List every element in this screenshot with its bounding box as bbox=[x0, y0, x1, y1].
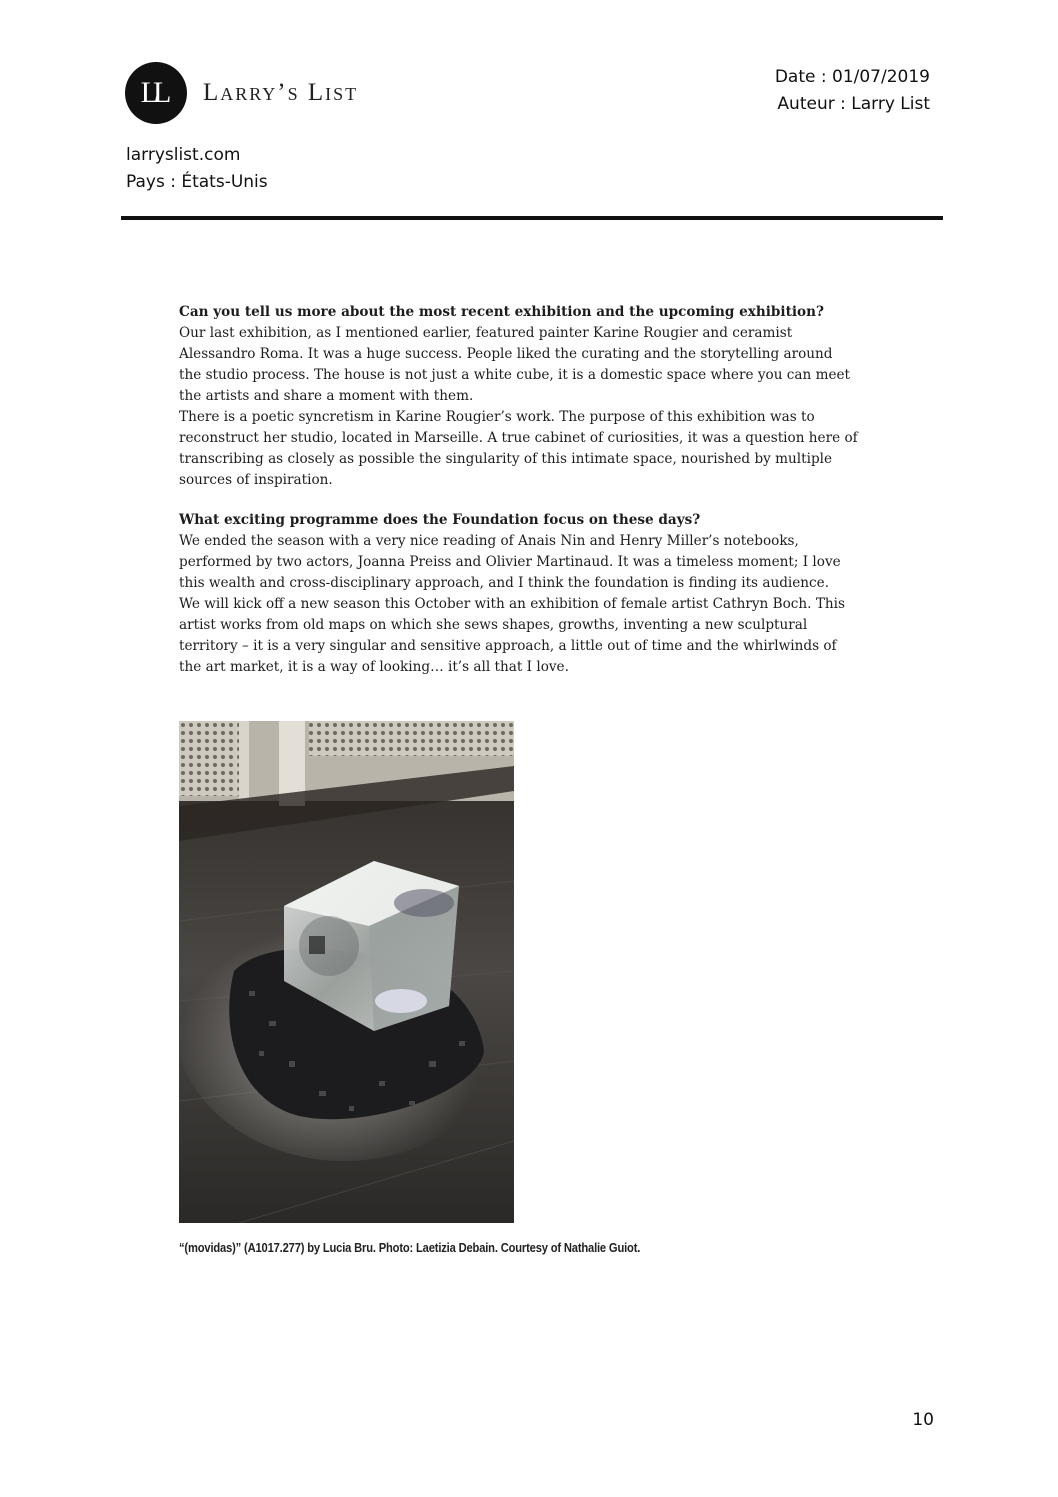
header-divider bbox=[121, 216, 943, 220]
article-body bbox=[179, 302, 859, 678]
photo-caption: “(movidas)” (A1017.277) by Lucia Bru. Photo: Laetizia Debain. Courtesy of Nathalie Guiot. bbox=[179, 1240, 641, 1255]
author-line: Auteur : Larry List bbox=[777, 94, 930, 114]
answer-2-paragraph-1: We ended the season with a very nice reading of Anais Nin and Henry Miller’s notebooks, performed by two actors, Joanna Preiss and Olivier Martinaud. It was a timeless moment; I love this wealth and cross-disciplinary approach, and I think the foundation is finding its audience. bbox=[179, 533, 841, 591]
document-meta-left bbox=[126, 142, 268, 196]
larrys-list-logo bbox=[125, 62, 358, 124]
artwork-photo bbox=[179, 721, 514, 1223]
answer-1-paragraph-2: There is a poetic syncretism in Karine Rougier’s work. The purpose of this exhibition was to reconstruct her studio, located in Marseille. A true cabinet of curiosities, it was a question here of transcribing as closely as possible the singularity of this intimate space, nourished by multiple sources of inspiration. bbox=[179, 409, 858, 488]
question-1: Can you tell us more about the most recent exhibition and the upcoming exhibition? bbox=[179, 304, 824, 320]
site-line: larryslist.com bbox=[126, 145, 241, 165]
date-line: Date : 01/07/2019 bbox=[774, 67, 930, 87]
logo-monogram: LL bbox=[125, 62, 187, 124]
answer-1-paragraph-1: Our last exhibition, as I mentioned earlier, featured painter Karine Rougier and ceramist Alessandro Roma. It was a huge success. People liked the curating and the storytelling around the studio process. The house is not just a white cube, it is a domestic space where you can meet the artists and share a moment with them. bbox=[179, 325, 851, 404]
page-number: 10 bbox=[912, 1410, 934, 1430]
question-2: What exciting programme does the Foundation focus on these days? bbox=[179, 512, 701, 528]
document-meta-right bbox=[775, 64, 930, 118]
logo-wordmark: Larry’s List bbox=[203, 79, 359, 106]
country-line: Pays : États-Unis bbox=[126, 172, 268, 192]
answer-2-paragraph-2: We will kick off a new season this October with an exhibition of female artist Cathryn Boch. This artist works from old maps on which she sews shapes, growths, inventing a new sculptural territory – it is a very singular and sensitive approach, a little out of time and the whirlwinds of the art market, it is a way of looking… it’s all that I love. bbox=[179, 596, 845, 675]
